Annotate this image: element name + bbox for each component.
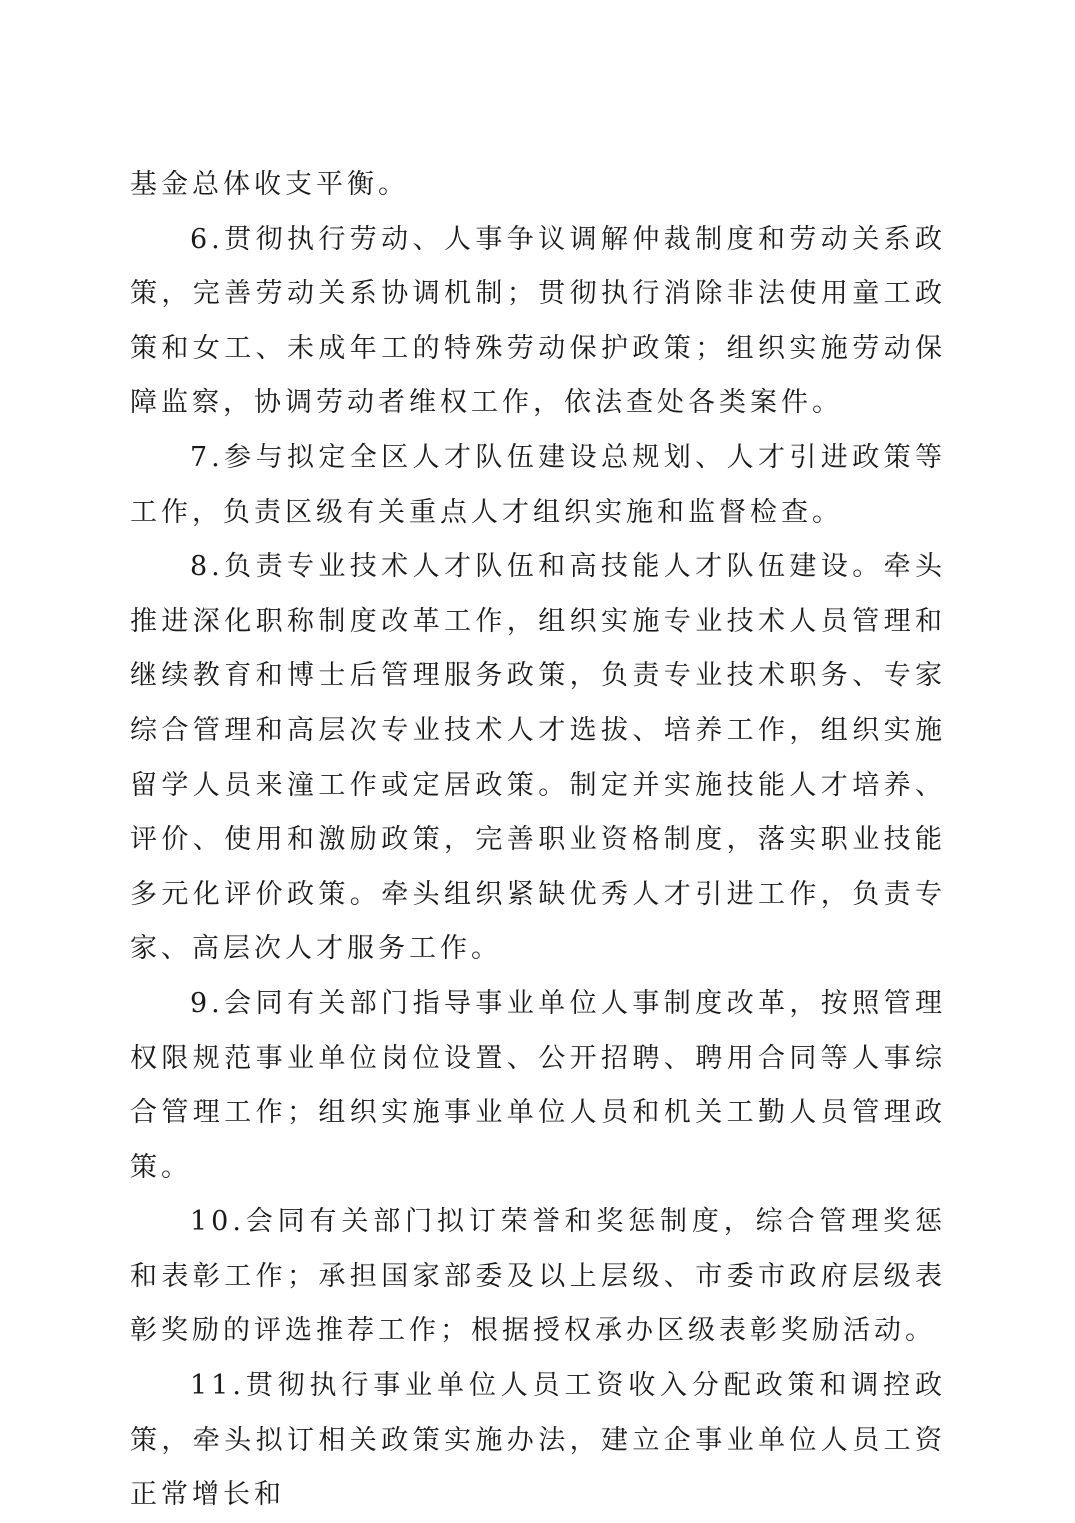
paragraph-item-6: 6.贯彻执行劳动、人事争议调解仲裁制度和劳动关系政策，完善劳动关系协调机制；贯彻执行消除非法使用童工政策和女工、未成年工的特殊劳动保护政策；组织实施劳动保障监察，协调劳动者维权工作，依法查处各类案件。 (130, 223, 946, 419)
paragraph-item-8: 8.负责专业技术人才队伍和高技能人才队伍建设。牵头推进深化职称制度改革工作，组织实施专业技术人员管理和继续教育和博士后管理服务政策，负责专业技术职务、专家综合管理和高层次专业技术人才选拔、培养工作，组织实施留学人员来潼工作或定居政策。制定并实施技能人才培养、评价、使用和激励政策，完善职业资格制度，落实职业技能多元化评价政策。牵头组织紧缺优秀人才引进工作，负责专家、高层次人才服务工作。 (130, 551, 946, 965)
paragraph-item-11: 11.贯彻执行事业单位人员工资收入分配政策和调控政策，牵头拟订相关政策实施办法，建立企事业单位人员工资正常增长和 (130, 1370, 946, 1511)
paragraph-item-9: 9.会同有关部门指导事业单位人事制度改革，按照管理权限规范事业单位岗位设置、公开招聘、聘用合同等人事综合管理工作；组织实施事业单位人员和机关工勤人员管理政策。 (130, 987, 946, 1183)
document-body (130, 158, 946, 1523)
paragraph-continuation: 基金总体收支平衡。 (130, 169, 409, 200)
paragraph-item-7: 7.参与拟定全区人才队伍建设总规划、人才引进政策等工作，负责区级有关重点人才组织实施和监督检查。 (130, 441, 946, 528)
paragraph-item-10: 10.会同有关部门拟订荣誉和奖惩制度，综合管理奖惩和表彰工作；承担国家部委及以上层级、市委市政府层级表彰奖励的评选推荐工作；根据授权承办区级表彰奖励活动。 (130, 1206, 946, 1347)
